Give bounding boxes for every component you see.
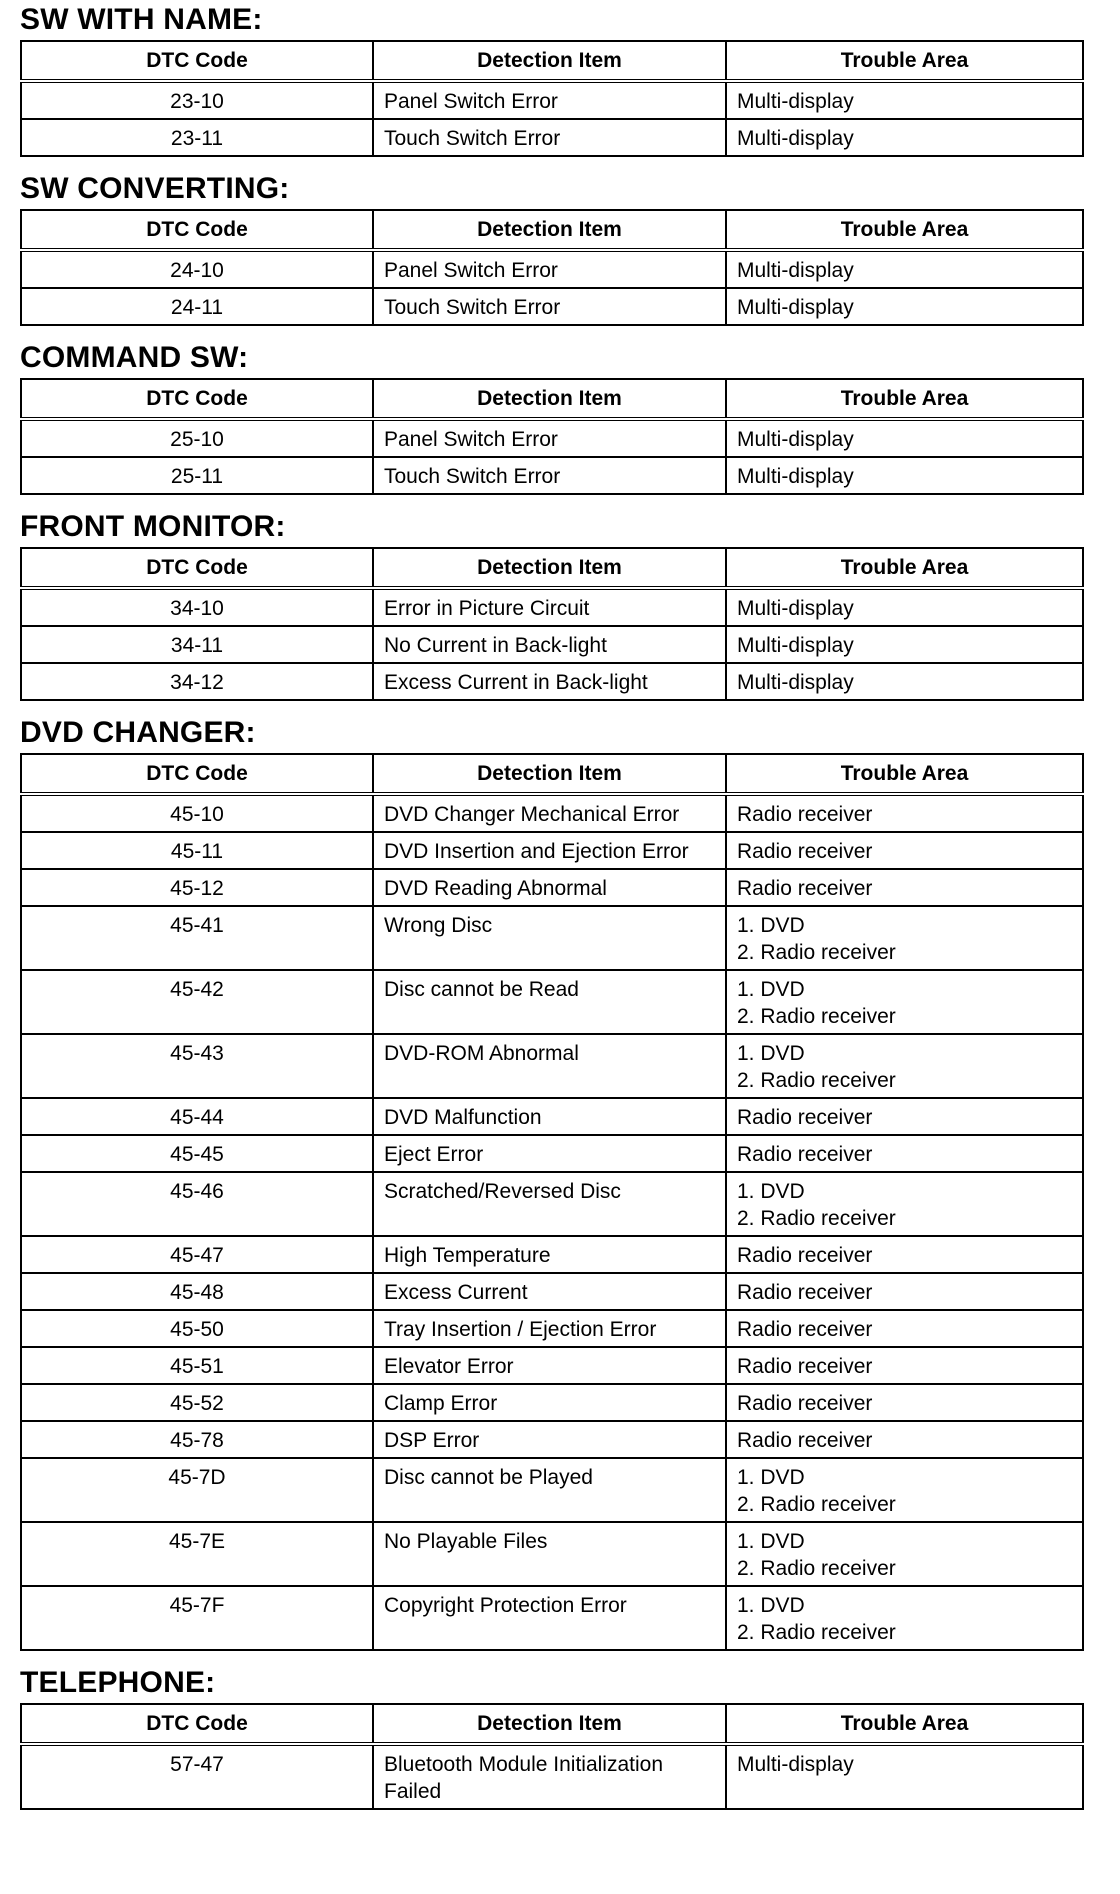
cell-detection-item: Clamp Error (373, 1384, 726, 1421)
cell-detection-item: DVD-ROM Abnormal (373, 1034, 726, 1098)
cell-dtc-code: 25-10 (21, 419, 373, 457)
header-trouble-area: Trouble Area (726, 379, 1083, 419)
header-detection-item: Detection Item (373, 41, 726, 81)
cell-dtc-code: 45-46 (21, 1172, 373, 1236)
table-row (21, 1172, 1083, 1236)
trouble-area-line: Multi-display (737, 127, 854, 150)
cell-trouble-area (726, 1034, 1083, 1098)
cell-detection-item: Wrong Disc (373, 906, 726, 970)
table-row (21, 832, 1083, 869)
cell-trouble-area (726, 794, 1083, 832)
cell-dtc-code: 45-43 (21, 1034, 373, 1098)
table-row (21, 1236, 1083, 1273)
dtc-table-front-monitor (20, 547, 1084, 701)
trouble-area-line: Multi-display (737, 296, 854, 319)
cell-dtc-code: 45-44 (21, 1098, 373, 1135)
trouble-area-line: Radio receiver (737, 1281, 873, 1304)
cell-dtc-code: 45-10 (21, 794, 373, 832)
cell-detection-item: Elevator Error (373, 1347, 726, 1384)
cell-detection-item: Disc cannot be Played (373, 1458, 726, 1522)
table-row (21, 1421, 1083, 1458)
trouble-area-line: Multi-display (737, 428, 854, 451)
detection-item-line: Bluetooth Module Initialization (384, 1753, 664, 1776)
table-row (21, 869, 1083, 906)
cell-detection-item: Panel Switch Error (373, 81, 726, 119)
trouble-area-line: Multi-display (737, 671, 854, 694)
cell-dtc-code: 25-11 (21, 457, 373, 494)
cell-detection-item: Copyright Protection Error (373, 1586, 726, 1650)
cell-dtc-code: 45-48 (21, 1273, 373, 1310)
table-row (21, 588, 1083, 626)
table-row (21, 663, 1083, 700)
trouble-area-line: 1. DVD (737, 1530, 805, 1553)
trouble-area-line: Multi-display (737, 1753, 854, 1776)
table-header-row (21, 210, 1083, 250)
cell-detection-item: No Current in Back-light (373, 626, 726, 663)
trouble-area-line: Radio receiver (737, 1392, 873, 1415)
table-row (21, 906, 1083, 970)
cell-trouble-area (726, 419, 1083, 457)
trouble-area-line: Multi-display (737, 259, 854, 282)
cell-dtc-code: 23-11 (21, 119, 373, 156)
cell-dtc-code: 45-41 (21, 906, 373, 970)
cell-trouble-area (726, 1458, 1083, 1522)
cell-detection-item: Scratched/Reversed Disc (373, 1172, 726, 1236)
cell-dtc-code: 45-12 (21, 869, 373, 906)
cell-trouble-area (726, 1384, 1083, 1421)
cell-dtc-code: 24-11 (21, 288, 373, 325)
cell-dtc-code: 34-12 (21, 663, 373, 700)
cell-trouble-area (726, 869, 1083, 906)
trouble-area-line: 2. Radio receiver (737, 1557, 896, 1580)
table-header-row (21, 754, 1083, 794)
table-row (21, 970, 1083, 1034)
trouble-area-line: 2. Radio receiver (737, 941, 896, 964)
section-title-sw-with-name: SW WITH NAME: (20, 3, 263, 36)
cell-trouble-area (726, 832, 1083, 869)
trouble-area-line: 1. DVD (737, 1594, 805, 1617)
cell-detection-item: Panel Switch Error (373, 250, 726, 288)
table-row (21, 1384, 1083, 1421)
cell-trouble-area (726, 250, 1083, 288)
cell-trouble-area (726, 1522, 1083, 1586)
header-dtc-code: DTC Code (21, 379, 373, 419)
cell-detection-item: Error in Picture Circuit (373, 588, 726, 626)
cell-detection-item: High Temperature (373, 1236, 726, 1273)
header-detection-item: Detection Item (373, 210, 726, 250)
cell-dtc-code: 34-11 (21, 626, 373, 663)
cell-detection-item: DVD Insertion and Ejection Error (373, 832, 726, 869)
table-header-row (21, 1704, 1083, 1744)
cell-dtc-code: 45-78 (21, 1421, 373, 1458)
cell-dtc-code: 45-52 (21, 1384, 373, 1421)
table-row (21, 1744, 1083, 1809)
header-trouble-area: Trouble Area (726, 41, 1083, 81)
dtc-table-sw-converting (20, 209, 1084, 326)
cell-trouble-area (726, 81, 1083, 119)
header-detection-item: Detection Item (373, 754, 726, 794)
cell-detection-item: Disc cannot be Read (373, 970, 726, 1034)
cell-trouble-area (726, 1236, 1083, 1273)
dtc-table-sw-with-name (20, 40, 1084, 157)
section-spacer (20, 326, 1082, 338)
dtc-document (20, 0, 1082, 1810)
cell-dtc-code: 34-10 (21, 588, 373, 626)
section-spacer (20, 701, 1082, 713)
trouble-area-line: 2. Radio receiver (737, 1207, 896, 1230)
cell-detection-item (373, 1744, 726, 1809)
cell-trouble-area (726, 588, 1083, 626)
cell-dtc-code: 45-50 (21, 1310, 373, 1347)
cell-detection-item: Touch Switch Error (373, 288, 726, 325)
cell-trouble-area (726, 1744, 1083, 1809)
cell-dtc-code: 45-51 (21, 1347, 373, 1384)
table-row (21, 419, 1083, 457)
cell-detection-item: Touch Switch Error (373, 457, 726, 494)
trouble-area-line: Multi-display (737, 597, 854, 620)
table-row (21, 1347, 1083, 1384)
dtc-table-dvd-changer (20, 753, 1084, 1651)
trouble-area-line: Radio receiver (737, 1318, 873, 1341)
table-row (21, 1135, 1083, 1172)
cell-detection-item: Tray Insertion / Ejection Error (373, 1310, 726, 1347)
table-row (21, 1098, 1083, 1135)
trouble-area-line: Multi-display (737, 90, 854, 113)
header-detection-item: Detection Item (373, 548, 726, 588)
header-dtc-code: DTC Code (21, 210, 373, 250)
detection-item-line: Failed (384, 1780, 442, 1803)
table-row (21, 250, 1083, 288)
cell-trouble-area (726, 1273, 1083, 1310)
cell-dtc-code: 24-10 (21, 250, 373, 288)
header-dtc-code: DTC Code (21, 41, 373, 81)
cell-trouble-area (726, 1098, 1083, 1135)
header-detection-item: Detection Item (373, 1704, 726, 1744)
cell-trouble-area (726, 1172, 1083, 1236)
cell-dtc-code: 45-7D (21, 1458, 373, 1522)
table-header-row (21, 548, 1083, 588)
trouble-area-line: 1. DVD (737, 978, 805, 1001)
trouble-area-line: Multi-display (737, 465, 854, 488)
section-title-telephone: TELEPHONE: (20, 1666, 216, 1699)
trouble-area-line: Radio receiver (737, 1106, 873, 1129)
trouble-area-line: 2. Radio receiver (737, 1493, 896, 1516)
table-row (21, 1522, 1083, 1586)
cell-trouble-area (726, 457, 1083, 494)
trouble-area-line: 1. DVD (737, 1042, 805, 1065)
section-spacer (20, 1651, 1082, 1663)
trouble-area-line: 1. DVD (737, 1180, 805, 1203)
cell-dtc-code: 45-11 (21, 832, 373, 869)
cell-trouble-area (726, 1347, 1083, 1384)
trouble-area-line: Radio receiver (737, 840, 873, 863)
trouble-area-line: Radio receiver (737, 803, 873, 826)
cell-detection-item: DVD Reading Abnormal (373, 869, 726, 906)
cell-dtc-code: 45-42 (21, 970, 373, 1034)
header-dtc-code: DTC Code (21, 548, 373, 588)
dtc-table-telephone (20, 1703, 1084, 1810)
cell-dtc-code: 45-45 (21, 1135, 373, 1172)
cell-trouble-area (726, 970, 1083, 1034)
cell-trouble-area (726, 906, 1083, 970)
trouble-area-line: Radio receiver (737, 1429, 873, 1452)
table-row (21, 81, 1083, 119)
table-row (21, 457, 1083, 494)
cell-trouble-area (726, 119, 1083, 156)
dtc-table-command-sw (20, 378, 1084, 495)
section-title-command-sw: COMMAND SW: (20, 341, 249, 374)
cell-dtc-code: 57-47 (21, 1744, 373, 1809)
trouble-area-line: 2. Radio receiver (737, 1069, 896, 1092)
header-trouble-area: Trouble Area (726, 210, 1083, 250)
cell-detection-item: Excess Current in Back-light (373, 663, 726, 700)
section-title-sw-converting: SW CONVERTING: (20, 172, 290, 205)
trouble-area-line: 2. Radio receiver (737, 1005, 896, 1028)
section-spacer (20, 495, 1082, 507)
table-row (21, 1310, 1083, 1347)
header-trouble-area: Trouble Area (726, 1704, 1083, 1744)
cell-trouble-area (726, 288, 1083, 325)
trouble-area-line: 1. DVD (737, 914, 805, 937)
trouble-area-line: Radio receiver (737, 1355, 873, 1378)
trouble-area-line: 1. DVD (737, 1466, 805, 1489)
cell-trouble-area (726, 663, 1083, 700)
cell-trouble-area (726, 626, 1083, 663)
section-spacer (20, 157, 1082, 169)
table-row (21, 1034, 1083, 1098)
cell-trouble-area (726, 1310, 1083, 1347)
trouble-area-line: 2. Radio receiver (737, 1621, 896, 1644)
cell-trouble-area (726, 1421, 1083, 1458)
cell-detection-item: DSP Error (373, 1421, 726, 1458)
cell-detection-item: No Playable Files (373, 1522, 726, 1586)
table-header-row (21, 41, 1083, 81)
header-trouble-area: Trouble Area (726, 548, 1083, 588)
cell-dtc-code: 45-47 (21, 1236, 373, 1273)
table-row (21, 288, 1083, 325)
header-dtc-code: DTC Code (21, 1704, 373, 1744)
cell-detection-item: DVD Changer Mechanical Error (373, 794, 726, 832)
table-row (21, 1273, 1083, 1310)
cell-dtc-code: 45-7E (21, 1522, 373, 1586)
trouble-area-line: Radio receiver (737, 1244, 873, 1267)
trouble-area-line: Multi-display (737, 634, 854, 657)
cell-trouble-area (726, 1586, 1083, 1650)
table-header-row (21, 379, 1083, 419)
table-row (21, 119, 1083, 156)
section-title-front-monitor: FRONT MONITOR: (20, 510, 286, 543)
cell-detection-item: Touch Switch Error (373, 119, 726, 156)
cell-trouble-area (726, 1135, 1083, 1172)
cell-detection-item: DVD Malfunction (373, 1098, 726, 1135)
table-row (21, 1458, 1083, 1522)
section-title-dvd-changer: DVD CHANGER: (20, 716, 256, 749)
header-trouble-area: Trouble Area (726, 754, 1083, 794)
trouble-area-line: Radio receiver (737, 1143, 873, 1166)
cell-detection-item: Excess Current (373, 1273, 726, 1310)
cell-dtc-code: 23-10 (21, 81, 373, 119)
cell-dtc-code: 45-7F (21, 1586, 373, 1650)
header-detection-item: Detection Item (373, 379, 726, 419)
cell-detection-item: Panel Switch Error (373, 419, 726, 457)
table-row (21, 794, 1083, 832)
cell-detection-item: Eject Error (373, 1135, 726, 1172)
header-dtc-code: DTC Code (21, 754, 373, 794)
table-row (21, 1586, 1083, 1650)
table-row (21, 626, 1083, 663)
trouble-area-line: Radio receiver (737, 877, 873, 900)
